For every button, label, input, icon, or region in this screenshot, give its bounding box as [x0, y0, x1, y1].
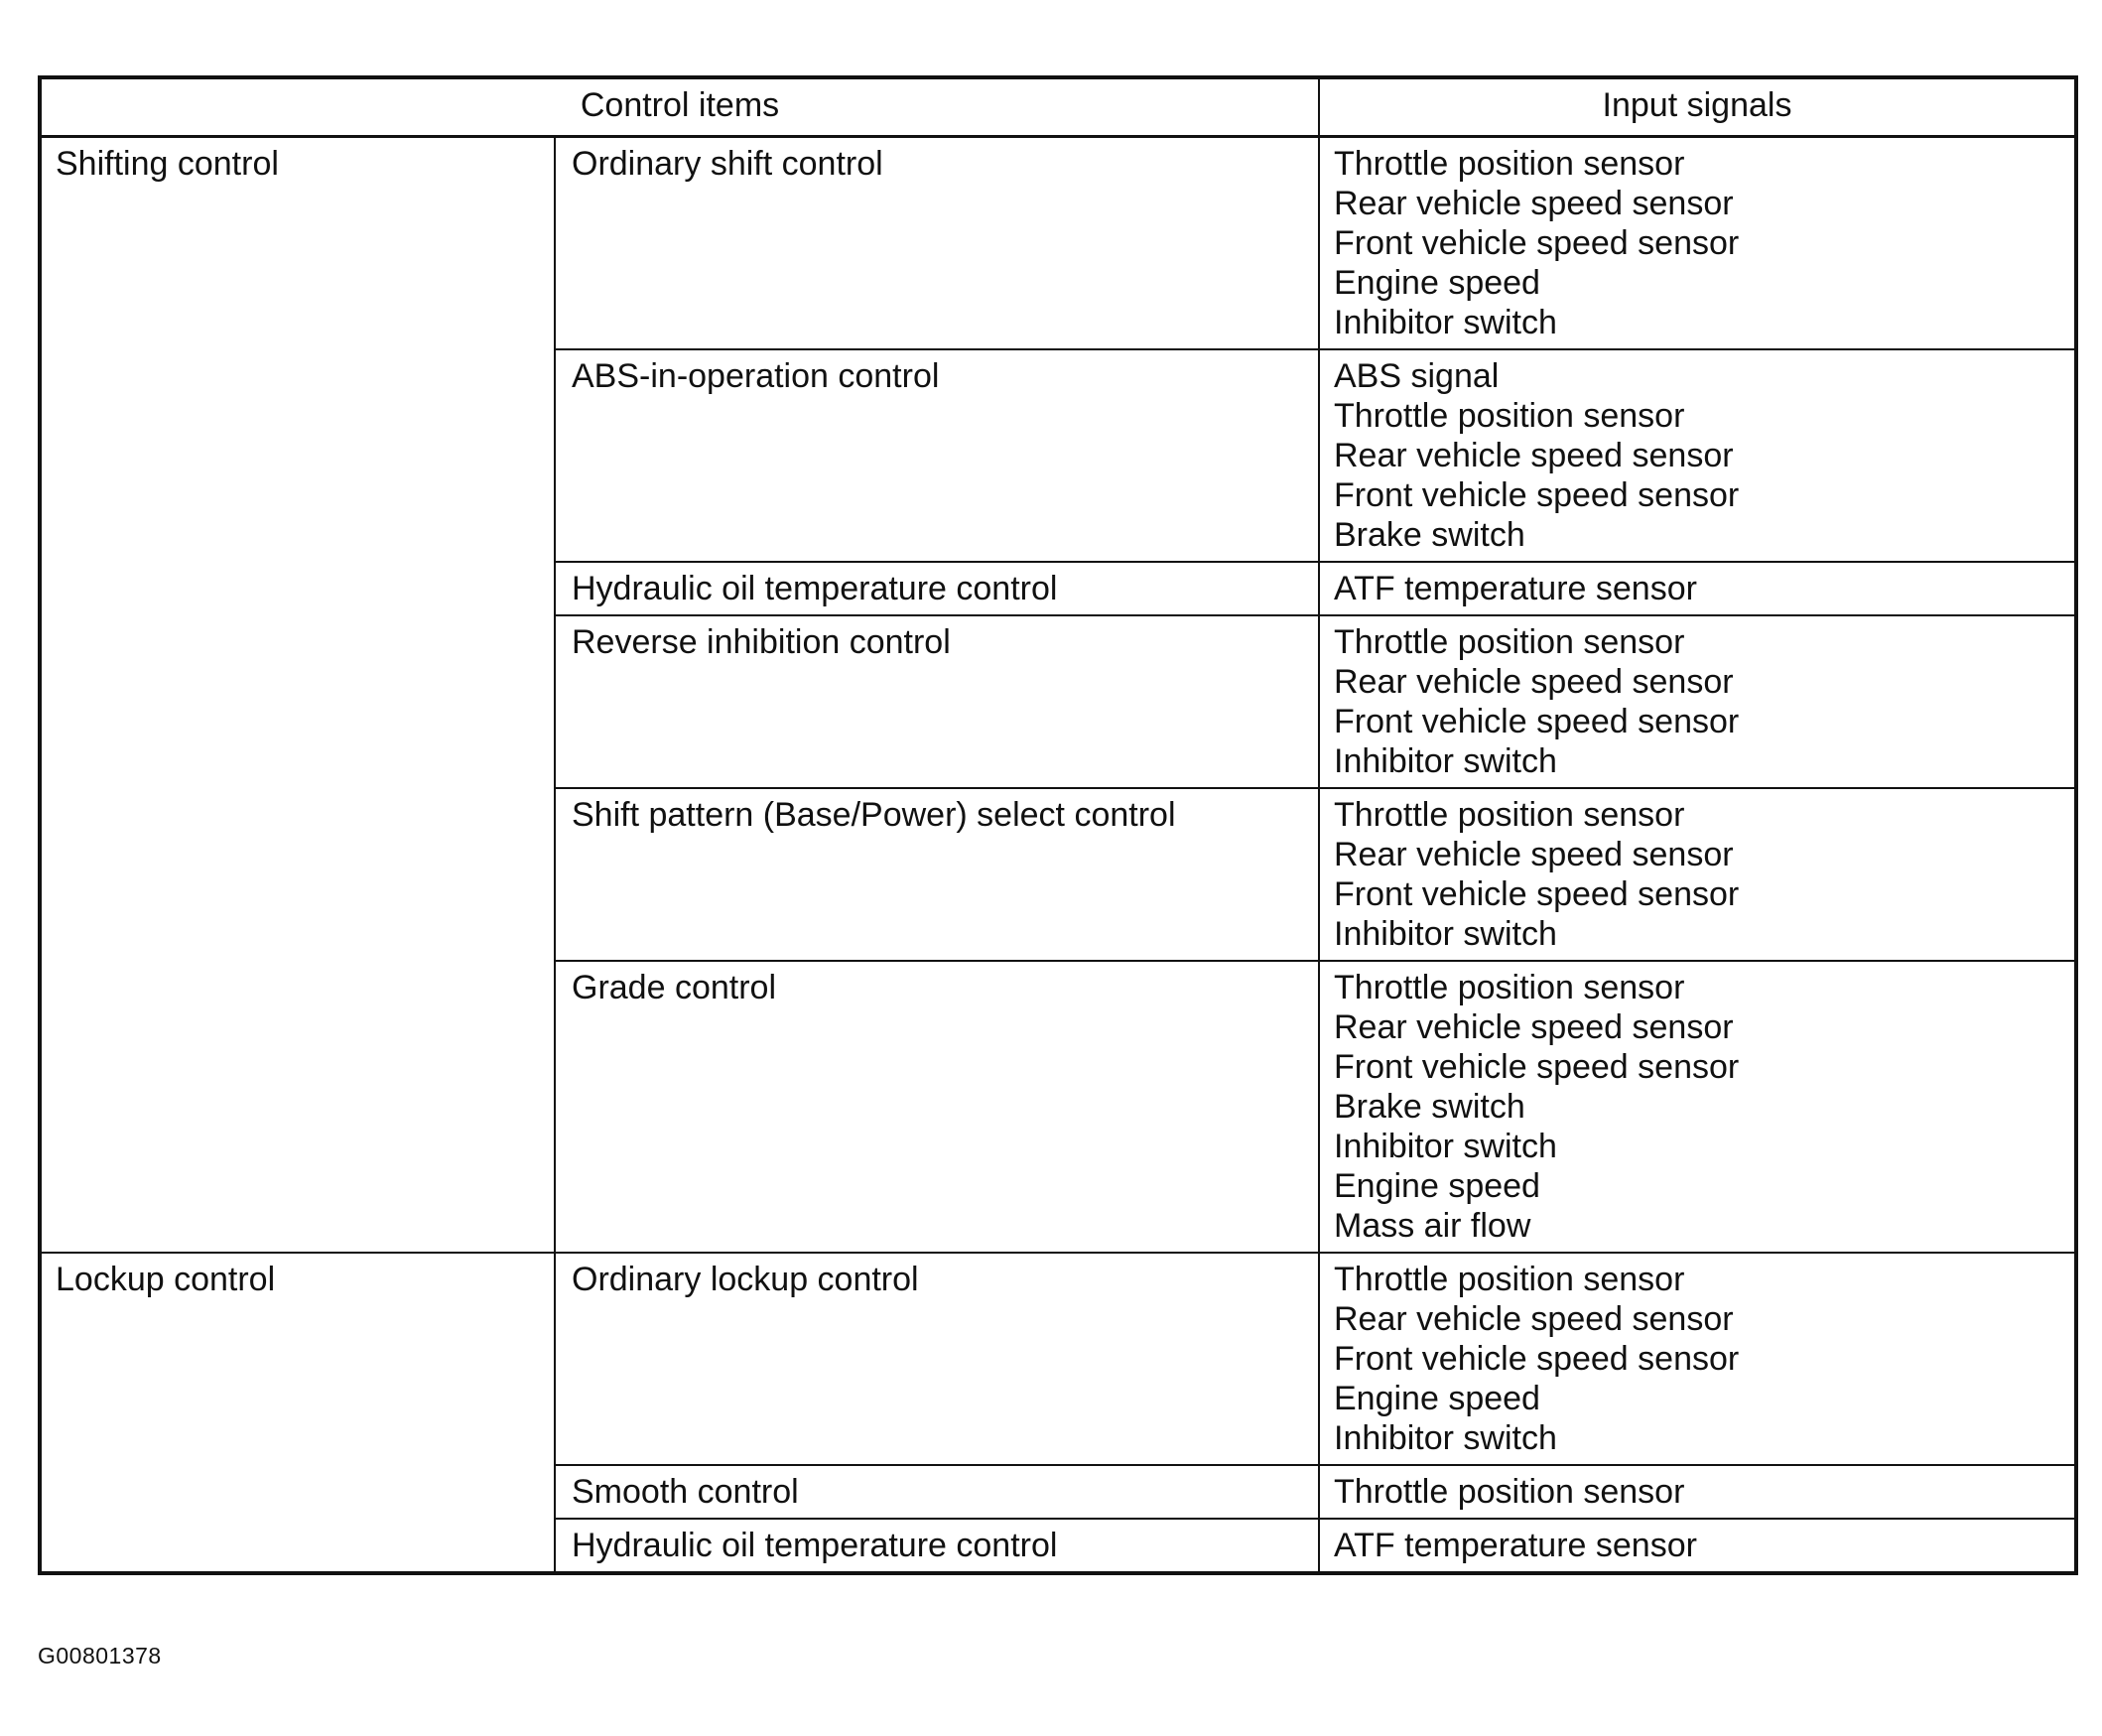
- input-signal: Throttle position sensor: [1334, 1473, 1685, 1511]
- input-signal: Brake switch: [1334, 1088, 1525, 1126]
- input-signals-cell: [1319, 349, 2076, 562]
- input-signal: Front vehicle speed sensor: [1334, 476, 1740, 514]
- input-signal: Front vehicle speed sensor: [1334, 703, 1740, 740]
- control-group-label: Shifting control: [40, 137, 555, 1254]
- input-signal: Throttle position sensor: [1334, 397, 1685, 435]
- input-signal: Inhibitor switch: [1334, 915, 1557, 953]
- input-signals-cell: [1319, 137, 2076, 350]
- input-signal: Engine speed: [1334, 1380, 1540, 1417]
- input-signals-cell: [1319, 1253, 2076, 1465]
- input-signal: Brake switch: [1334, 516, 1525, 554]
- input-signal: ABS signal: [1334, 357, 1500, 395]
- control-item: Smooth control: [555, 1465, 1319, 1519]
- input-signal: Throttle position sensor: [1334, 145, 1685, 183]
- header-control-items: Control items: [40, 77, 1319, 137]
- control-item: Ordinary shift control: [555, 137, 1319, 350]
- input-signal: Inhibitor switch: [1334, 742, 1557, 780]
- input-signal: Throttle position sensor: [1334, 796, 1685, 834]
- header-input-signals: Input signals: [1319, 77, 2076, 137]
- input-signal: Engine speed: [1334, 264, 1540, 302]
- input-signals-cell: [1319, 615, 2076, 788]
- input-signal: Inhibitor switch: [1334, 1419, 1557, 1457]
- input-signal: Rear vehicle speed sensor: [1334, 663, 1734, 701]
- input-signal: Throttle position sensor: [1334, 1261, 1685, 1298]
- input-signal: Front vehicle speed sensor: [1334, 1340, 1740, 1378]
- control-items-table: [38, 75, 2078, 1575]
- input-signals-cell: [1319, 961, 2076, 1253]
- input-signal: ATF temperature sensor: [1334, 1527, 1697, 1564]
- input-signal: Rear vehicle speed sensor: [1334, 1300, 1734, 1338]
- input-signal: Throttle position sensor: [1334, 969, 1685, 1006]
- table-row: [40, 1253, 2076, 1465]
- input-signal: Rear vehicle speed sensor: [1334, 836, 1734, 873]
- input-signal: Inhibitor switch: [1334, 1128, 1557, 1165]
- input-signal: Engine speed: [1334, 1167, 1540, 1205]
- control-item: Reverse inhibition control: [555, 615, 1319, 788]
- input-signal: ATF temperature sensor: [1334, 570, 1697, 607]
- table-row: [40, 137, 2076, 350]
- control-item: Hydraulic oil temperature control: [555, 562, 1319, 615]
- input-signal: Front vehicle speed sensor: [1334, 224, 1740, 262]
- figure-id: G00801378: [38, 1643, 162, 1669]
- input-signals-cell: [1319, 1519, 2076, 1573]
- control-item: Ordinary lockup control: [555, 1253, 1319, 1465]
- header-row: [40, 77, 2076, 137]
- control-item: Hydraulic oil temperature control: [555, 1519, 1319, 1573]
- input-signal: Inhibitor switch: [1334, 304, 1557, 341]
- input-signal: Rear vehicle speed sensor: [1334, 185, 1734, 222]
- control-group-label: Lockup control: [40, 1253, 555, 1573]
- input-signals-cell: [1319, 1465, 2076, 1519]
- input-signal: Front vehicle speed sensor: [1334, 875, 1740, 913]
- input-signals-cell: [1319, 788, 2076, 961]
- input-signals-cell: [1319, 562, 2076, 615]
- input-signal: Mass air flow: [1334, 1207, 1531, 1245]
- control-item: Shift pattern (Base/Power) select control: [555, 788, 1319, 961]
- input-signal: Front vehicle speed sensor: [1334, 1048, 1740, 1086]
- control-item: ABS-in-operation control: [555, 349, 1319, 562]
- input-signal: Rear vehicle speed sensor: [1334, 437, 1734, 474]
- input-signal: Rear vehicle speed sensor: [1334, 1008, 1734, 1046]
- input-signal: Throttle position sensor: [1334, 623, 1685, 661]
- table-body: [40, 137, 2076, 1574]
- control-item: Grade control: [555, 961, 1319, 1253]
